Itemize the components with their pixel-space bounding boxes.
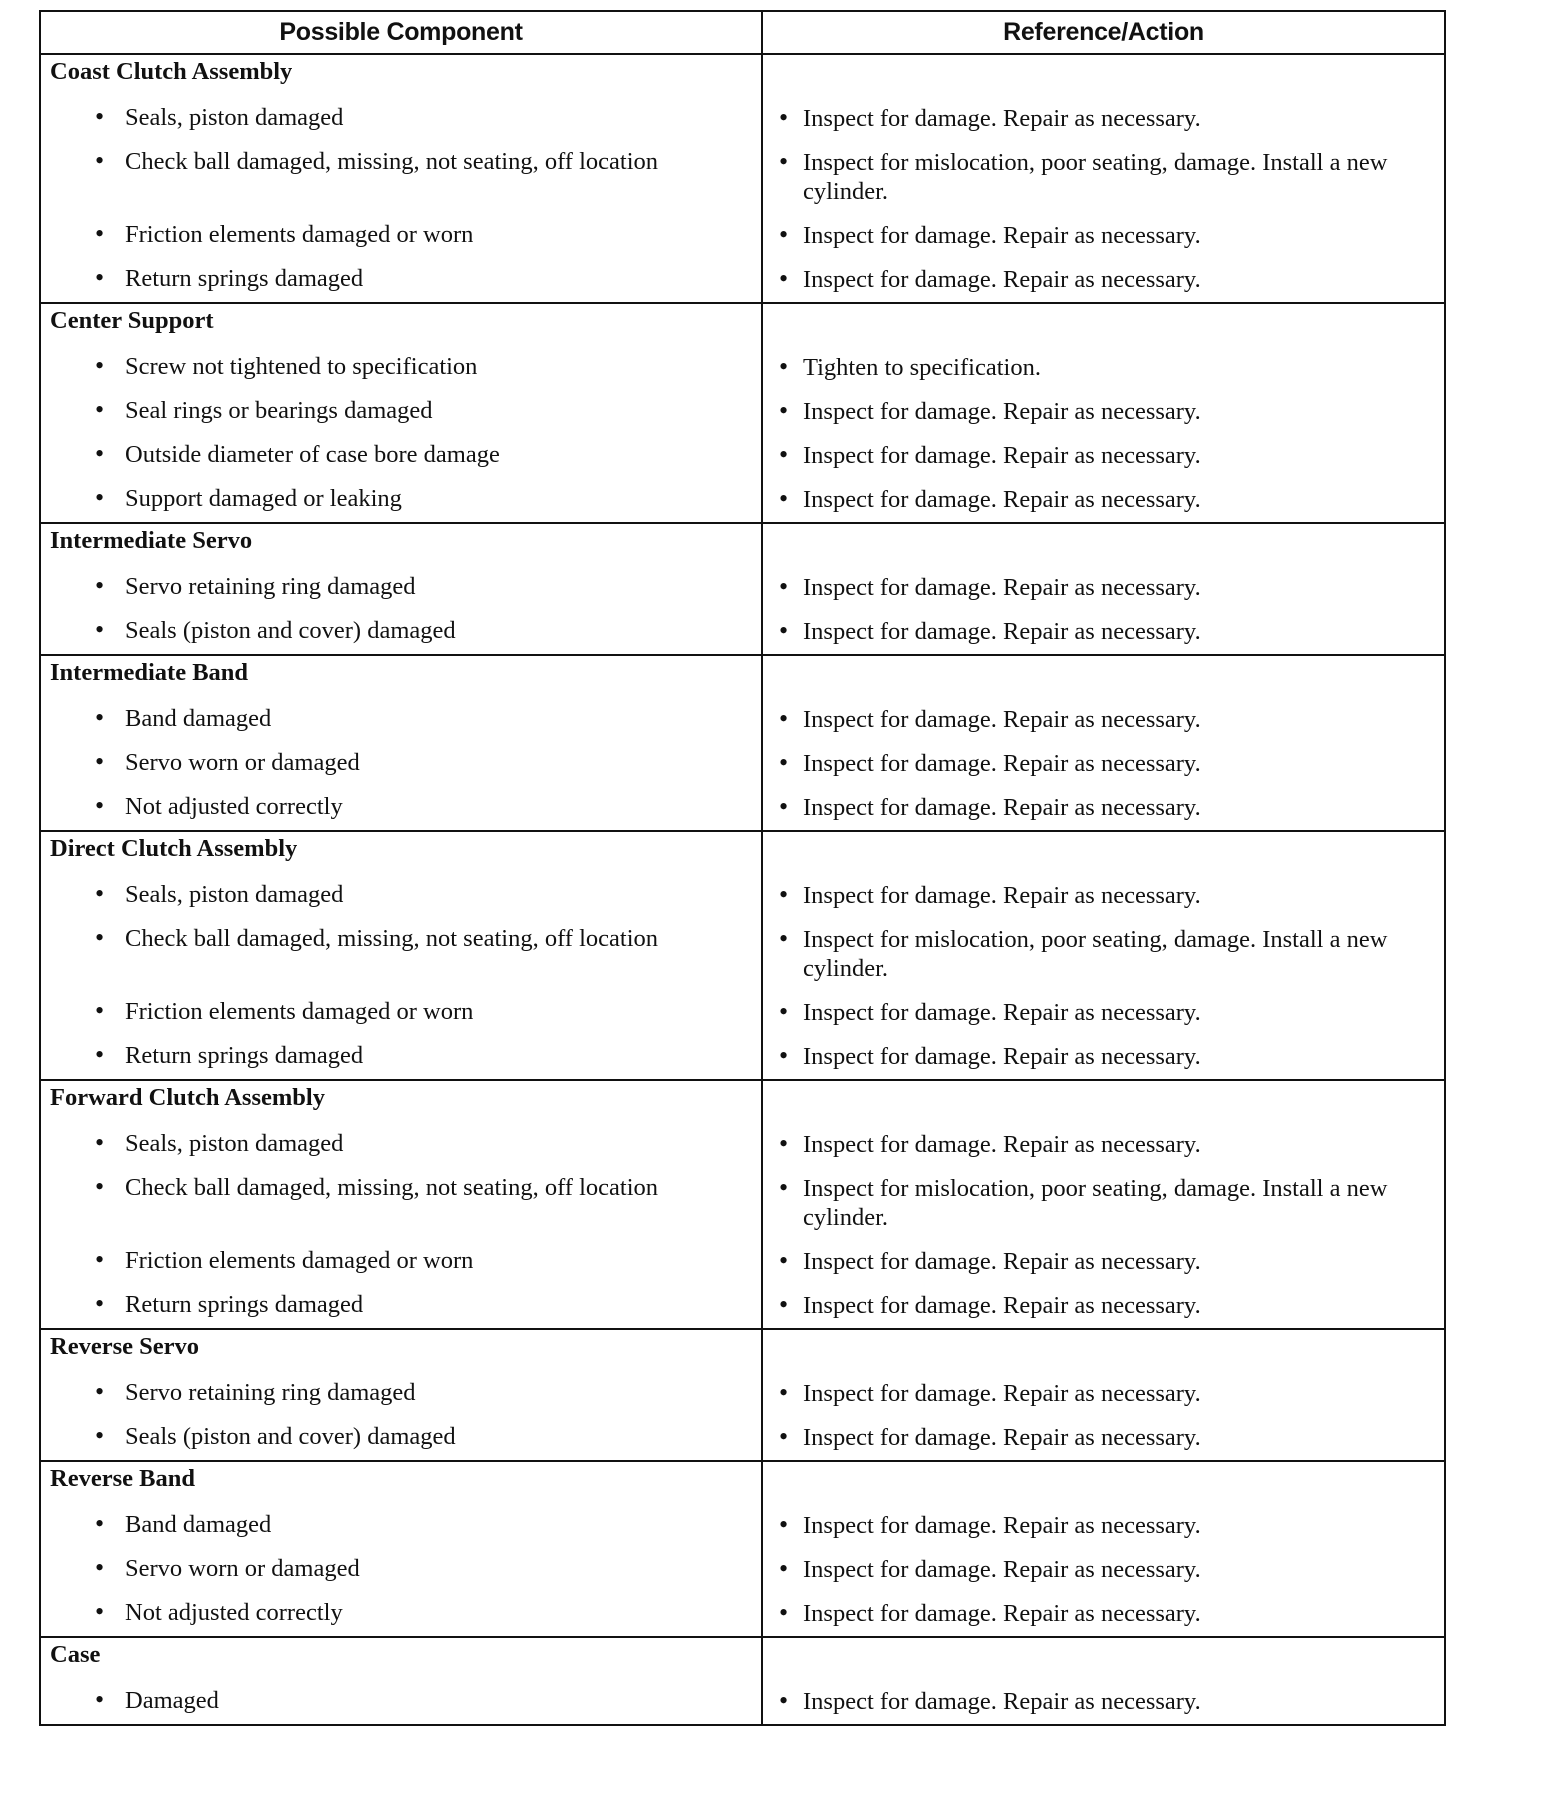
group-title: Reverse Servo (50, 1333, 199, 1360)
component-group (40, 655, 1445, 831)
table-row (40, 610, 1445, 655)
action-cell (762, 1548, 1445, 1592)
group-title-row (40, 831, 1445, 874)
cause-cell (40, 610, 762, 655)
group-title-empty-cell (762, 1080, 1445, 1123)
cause-text: • Band damaged (41, 1504, 761, 1539)
cause-cell (40, 566, 762, 610)
cause-cell (40, 434, 762, 478)
cause-text: • Return springs damaged (41, 1035, 761, 1070)
action-text: • Inspect for damage. Repair as necessary. (763, 97, 1444, 133)
table-row (40, 1284, 1445, 1329)
cause-cell (40, 1592, 762, 1637)
table-row (40, 1680, 1445, 1725)
action-text: • Inspect for mislocation, poor seating, damage. Install a new cylinder. (763, 918, 1444, 983)
action-text: • Inspect for damage. Repair as necessary. (763, 786, 1444, 822)
group-title-cell (40, 1080, 762, 1123)
table-row (40, 478, 1445, 523)
cause-cell (40, 390, 762, 434)
group-title-empty-cell (762, 523, 1445, 566)
group-title-cell (40, 1329, 762, 1372)
action-text: • Inspect for damage. Repair as necessary. (763, 1504, 1444, 1540)
action-text: • Inspect for damage. Repair as necessary. (763, 610, 1444, 646)
action-text: • Inspect for damage. Repair as necessary. (763, 1592, 1444, 1628)
component-group (40, 1080, 1445, 1329)
cause-cell (40, 874, 762, 918)
table-row (40, 1240, 1445, 1284)
group-title: Forward Clutch Assembly (50, 1084, 325, 1111)
table-row (40, 786, 1445, 831)
group-title-cell (40, 1461, 762, 1504)
cause-cell (40, 1416, 762, 1461)
group-title-row (40, 1080, 1445, 1123)
action-text: • Inspect for damage. Repair as necessary. (763, 1123, 1444, 1159)
table-row (40, 346, 1445, 390)
table-row (40, 1504, 1445, 1548)
cause-cell (40, 1123, 762, 1167)
header-possible-component: Possible Component (40, 11, 762, 54)
cause-cell (40, 346, 762, 390)
cause-cell (40, 258, 762, 303)
table-row (40, 874, 1445, 918)
group-title-cell (40, 831, 762, 874)
table-row (40, 742, 1445, 786)
action-text: • Inspect for damage. Repair as necessary. (763, 874, 1444, 910)
component-group (40, 303, 1445, 523)
cause-cell (40, 97, 762, 141)
action-cell (762, 698, 1445, 742)
action-cell (762, 742, 1445, 786)
action-text: • Inspect for damage. Repair as necessary. (763, 566, 1444, 602)
group-title: Center Support (50, 307, 214, 334)
table-row (40, 97, 1445, 141)
action-cell (762, 991, 1445, 1035)
action-cell (762, 786, 1445, 831)
component-group (40, 523, 1445, 655)
cause-text: • Support damaged or leaking (41, 478, 761, 513)
action-cell (762, 1504, 1445, 1548)
group-title-empty-cell (762, 655, 1445, 698)
cause-text: • Friction elements damaged or worn (41, 214, 761, 249)
group-title-row (40, 523, 1445, 566)
action-cell (762, 1680, 1445, 1725)
cause-text: • Friction elements damaged or worn (41, 991, 761, 1026)
action-cell (762, 874, 1445, 918)
group-title-row (40, 1637, 1445, 1680)
action-cell (762, 610, 1445, 655)
cause-text: • Damaged (41, 1680, 761, 1715)
action-cell (762, 97, 1445, 141)
group-title-empty-cell (762, 1329, 1445, 1372)
group-title-row (40, 54, 1445, 97)
action-cell (762, 390, 1445, 434)
cause-cell (40, 1548, 762, 1592)
table-row (40, 214, 1445, 258)
table-row (40, 390, 1445, 434)
action-cell (762, 434, 1445, 478)
table-row (40, 1372, 1445, 1416)
action-text: • Inspect for damage. Repair as necessary. (763, 991, 1444, 1027)
table-row (40, 141, 1445, 214)
table-row (40, 566, 1445, 610)
cause-text: • Not adjusted correctly (41, 1592, 761, 1627)
group-title: Direct Clutch Assembly (50, 835, 298, 862)
group-title-cell (40, 54, 762, 97)
cause-text: • Seals, piston damaged (41, 874, 761, 909)
group-title-row (40, 1329, 1445, 1372)
cause-text: • Screw not tightened to specification (41, 346, 761, 381)
cause-cell (40, 1372, 762, 1416)
action-text: • Inspect for damage. Repair as necessary. (763, 1416, 1444, 1452)
table-row (40, 1035, 1445, 1080)
table-row (40, 1548, 1445, 1592)
table-row (40, 1167, 1445, 1240)
action-text: • Inspect for damage. Repair as necessary. (763, 478, 1444, 514)
header-reference-action: Reference/Action (762, 11, 1445, 54)
cause-text: • Band damaged (41, 698, 761, 733)
action-cell (762, 214, 1445, 258)
cause-text: • Seals (piston and cover) damaged (41, 610, 761, 645)
group-title-cell (40, 655, 762, 698)
action-text: • Inspect for damage. Repair as necessary. (763, 1035, 1444, 1071)
group-title: Coast Clutch Assembly (50, 58, 293, 85)
action-text: • Inspect for damage. Repair as necessary. (763, 434, 1444, 470)
action-text: • Inspect for damage. Repair as necessary. (763, 1284, 1444, 1320)
action-cell (762, 1372, 1445, 1416)
cause-text: • Outside diameter of case bore damage (41, 434, 761, 469)
component-group (40, 1637, 1445, 1725)
action-text: • Inspect for damage. Repair as necessary. (763, 1372, 1444, 1408)
cause-text: • Return springs damaged (41, 1284, 761, 1319)
cause-text: • Servo worn or damaged (41, 742, 761, 777)
table-row (40, 1592, 1445, 1637)
cause-text: • Check ball damaged, missing, not seating, off location (41, 1167, 761, 1202)
cause-cell (40, 991, 762, 1035)
group-title-cell (40, 303, 762, 346)
cause-text: • Check ball damaged, missing, not seating, off location (41, 141, 761, 176)
table-row (40, 1123, 1445, 1167)
action-cell (762, 1592, 1445, 1637)
diagnosis-table (39, 10, 1446, 1726)
cause-text: • Seals (piston and cover) damaged (41, 1416, 761, 1451)
action-text: • Inspect for damage. Repair as necessary. (763, 390, 1444, 426)
action-cell (762, 566, 1445, 610)
cause-cell (40, 1680, 762, 1725)
group-title-cell (40, 1637, 762, 1680)
table-row (40, 434, 1445, 478)
component-group (40, 54, 1445, 303)
cause-cell (40, 1167, 762, 1240)
action-cell (762, 1035, 1445, 1080)
cause-cell (40, 478, 762, 523)
group-title-cell (40, 523, 762, 566)
group-title: Reverse Band (50, 1465, 195, 1492)
table-row (40, 991, 1445, 1035)
table-row (40, 918, 1445, 991)
component-group (40, 1329, 1445, 1461)
group-title-empty-cell (762, 1637, 1445, 1680)
table-header-row (40, 11, 1445, 54)
cause-cell (40, 1504, 762, 1548)
action-cell (762, 1167, 1445, 1240)
action-text: • Inspect for damage. Repair as necessary. (763, 742, 1444, 778)
group-title: Intermediate Servo (50, 527, 253, 554)
cause-cell (40, 141, 762, 214)
action-text: • Inspect for damage. Repair as necessary. (763, 214, 1444, 250)
group-title-row (40, 303, 1445, 346)
table-row (40, 698, 1445, 742)
cause-cell (40, 1035, 762, 1080)
action-text: • Inspect for damage. Repair as necessary. (763, 698, 1444, 734)
action-text: • Inspect for mislocation, poor seating, damage. Install a new cylinder. (763, 141, 1444, 206)
action-text: • Inspect for damage. Repair as necessary. (763, 258, 1444, 294)
action-cell (762, 918, 1445, 991)
cause-cell (40, 786, 762, 831)
cause-text: • Friction elements damaged or worn (41, 1240, 761, 1275)
cause-text: • Return springs damaged (41, 258, 761, 293)
cause-cell (40, 918, 762, 991)
cause-text: • Not adjusted correctly (41, 786, 761, 821)
cause-cell (40, 742, 762, 786)
cause-cell (40, 214, 762, 258)
action-cell (762, 141, 1445, 214)
group-title-empty-cell (762, 54, 1445, 97)
cause-cell (40, 698, 762, 742)
cause-text: • Servo worn or damaged (41, 1548, 761, 1583)
cause-cell (40, 1240, 762, 1284)
component-group (40, 1461, 1445, 1637)
cause-text: • Servo retaining ring damaged (41, 1372, 761, 1407)
group-title-row (40, 1461, 1445, 1504)
table-row (40, 258, 1445, 303)
action-text: • Inspect for damage. Repair as necessary. (763, 1548, 1444, 1584)
action-cell (762, 258, 1445, 303)
action-text: • Tighten to specification. (763, 346, 1444, 382)
group-title: Case (50, 1641, 101, 1668)
group-title-empty-cell (762, 303, 1445, 346)
action-text: • Inspect for damage. Repair as necessary. (763, 1240, 1444, 1276)
action-cell (762, 1123, 1445, 1167)
group-title-row (40, 655, 1445, 698)
action-cell (762, 1284, 1445, 1329)
cause-cell (40, 1284, 762, 1329)
cause-text: • Seal rings or bearings damaged (41, 390, 761, 425)
cause-text: • Servo retaining ring damaged (41, 566, 761, 601)
action-cell (762, 1416, 1445, 1461)
action-cell (762, 478, 1445, 523)
action-cell (762, 1240, 1445, 1284)
action-cell (762, 346, 1445, 390)
group-title: Intermediate Band (50, 659, 249, 686)
cause-text: • Seals, piston damaged (41, 1123, 761, 1158)
table-row (40, 1416, 1445, 1461)
component-group (40, 831, 1445, 1080)
action-text: • Inspect for damage. Repair as necessary. (763, 1680, 1444, 1716)
cause-text: • Seals, piston damaged (41, 97, 761, 132)
action-text: • Inspect for mislocation, poor seating, damage. Install a new cylinder. (763, 1167, 1444, 1232)
cause-text: • Check ball damaged, missing, not seating, off location (41, 918, 761, 953)
group-title-empty-cell (762, 831, 1445, 874)
group-title-empty-cell (762, 1461, 1445, 1504)
